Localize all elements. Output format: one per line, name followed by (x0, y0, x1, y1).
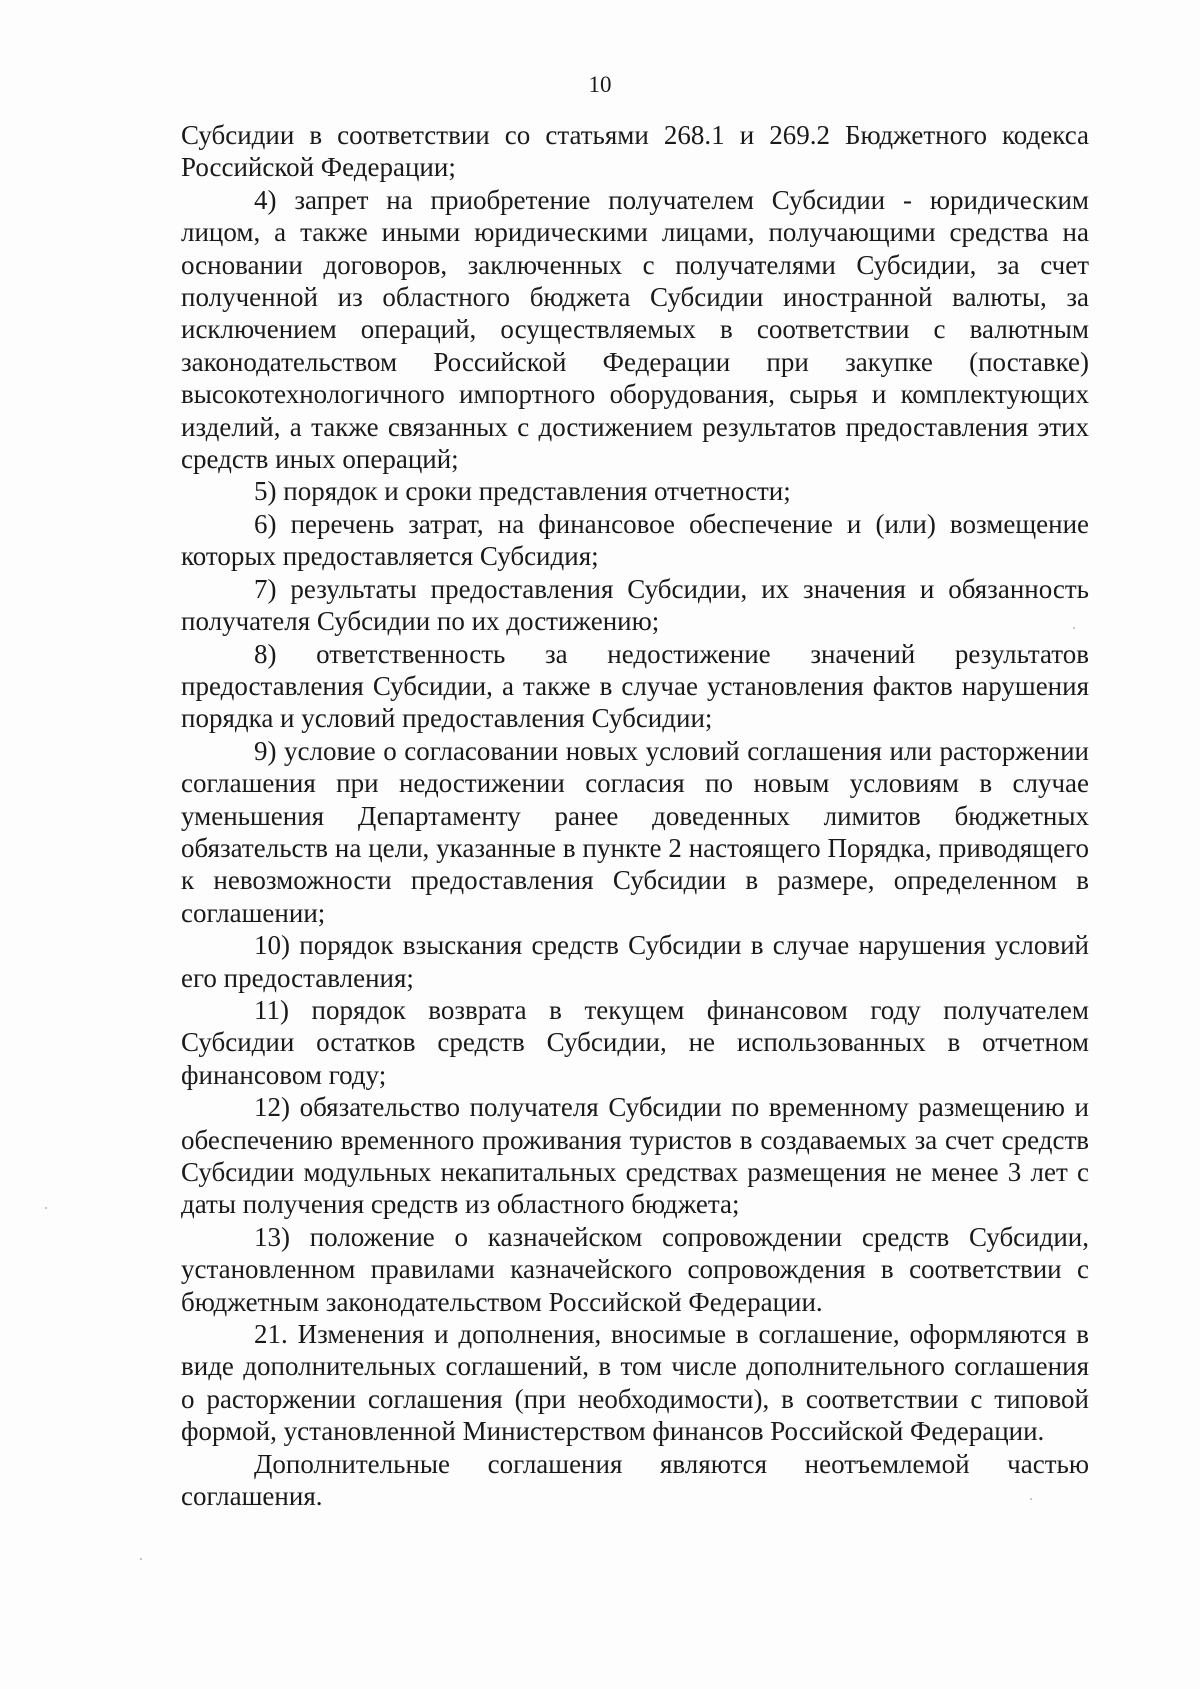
paragraph-item-11: 11) порядок возврата в текущем финансовом году получателем Субсидии остатков средств Субсидии, не использованных в отчетном финансовом году; (181, 994, 1089, 1090)
scan-speck (1073, 627, 1075, 629)
paragraph-item-8: 8) ответственность за недостижение значений результатов предоставления Субсидии, а также в случае установления фактов нарушения порядка и условий предоставления Субсидии; (181, 638, 1089, 734)
scan-speck (140, 1558, 142, 1560)
paragraph-item-10: 10) порядок взыскания средств Субсидии в случае нарушения условий его предоставления; (181, 930, 1089, 993)
paragraph-clause-21: 21. Изменения и дополнения, вносимые в соглашение, оформляются в виде дополнительных соглашений, в том числе дополнительного соглашения о расторжении соглашения (при необходимости), в соответствии с типовой формой, установленной Министерством финансов Российской Федерации. (181, 1319, 1089, 1447)
paragraph-item-9: 9) условие о согласовании новых условий соглашения или расторжении соглашения при недостижении согласия по новым условиям в случае уменьшения Департаменту ранее доведенных лимитов бюджетных обязательств на цели, указанные в пункте 2 настоящего Порядка, приводящего к невозможности предоставления Субсидии в размере, определенном в соглашении; (181, 735, 1089, 928)
paragraph-item-4: 4) запрет на приобретение получателем Субсидии - юридическим лицом, а также иными юридическими лицами, получающими средства на основании договоров, заключенных с получателями Субсидии, за счет полученной из областного бюджета Субсидии иностранной валюты, за исключением операций, осуществляемых в соответствии с валютным законодательством Российской Федерации при закупке (поставке) высокотехнологичного импортного оборудования, сырья и комплектующих изделий, а также связанных с достижением результатов предоставления этих средств иных операций; (181, 184, 1089, 475)
paragraph-item-13: 13) положение о казначейском сопровождении средств Субсидии, установленном правилами казначейского сопровождения в соответствии с бюджетным законодательством Российской Федерации. (181, 1221, 1089, 1317)
paragraph-item-5: 5) порядок и сроки представления отчетности; (254, 476, 791, 507)
paragraph-item-7: 7) результаты предоставления Субсидии, их значения и обязанность получателя Субсидии по их достижению; (181, 573, 1089, 637)
page-number: 10 (588, 72, 612, 97)
paragraph-continuation: Субсидии в соответствии со статьями 268.1 и 269.2 Бюджетного кодекса Российской Федерации; (181, 120, 1089, 183)
paragraph-item-6: 6) перечень затрат, на финансовое обеспечение и (или) возмещение которых предоставляется Субсидия; (181, 508, 1089, 572)
document-body (181, 119, 1089, 1512)
paragraph-additional-agreements: Дополнительные соглашения являются неотъемлемой частью соглашения. (181, 1448, 1089, 1512)
scan-speck (1030, 1498, 1032, 1500)
paragraph-item-12: 12) обязательство получателя Субсидии по временному размещению и обеспечению временного проживания туристов в создаваемых за счет средств Субсидии модульных некапитальных средствах размещения не менее 3 лет с даты получения средств из областного бюджета; (181, 1092, 1089, 1220)
scan-speck (45, 1207, 47, 1209)
